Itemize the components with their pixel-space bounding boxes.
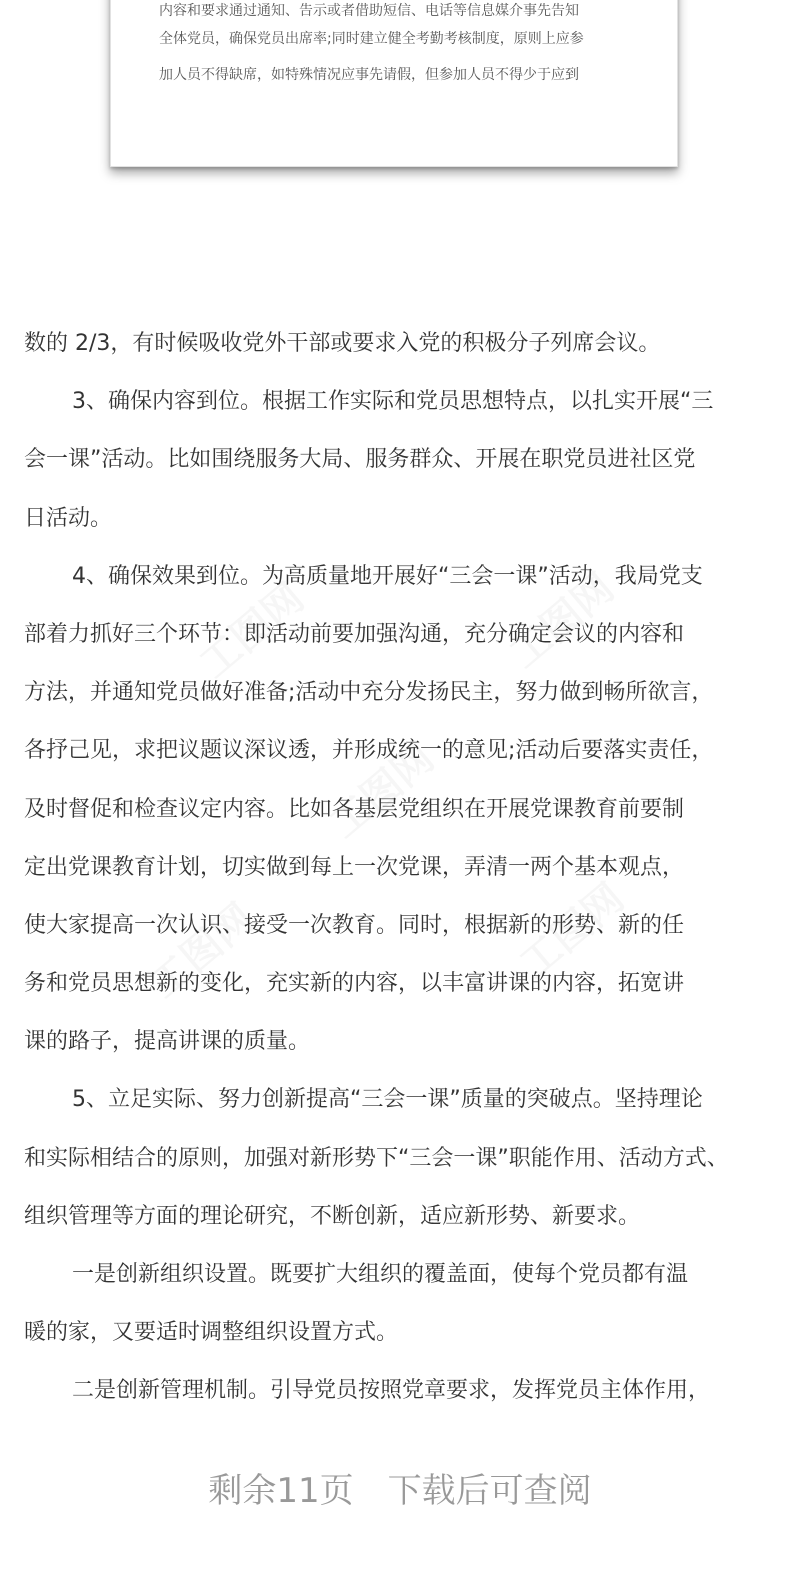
paragraph-line: 3、确保内容到位。根据工作实际和党员思想特点，以扎实开展“三: [72, 389, 714, 415]
paragraph-line: 二是创新管理机制。引导党员按照党章要求，发挥党员主体作用，: [72, 1378, 711, 1404]
paragraph-line: 组织管理等方面的理论研究，不断创新，适应新形势、新要求。: [24, 1203, 641, 1229]
paragraph-line: 部着力抓好三个环节：即活动前要加强沟通，充分确定会议的内容和: [24, 621, 685, 647]
paragraph-line: 各抒己见，求把议题议深议透，并形成统一的意见;活动后要落实责任，: [24, 738, 714, 764]
paragraph-line: 及时督促和检查议定内容。比如各基层党组织在开展党课教育前要制: [24, 796, 685, 822]
paragraph-line: 会一课”活动。比如围绕服务大局、服务群众、开展在职党员进社区党: [24, 447, 696, 473]
paragraph-line: 数的 2/3，有时候吸收党外干部或要求入党的积极分子列席会议。: [24, 331, 661, 356]
paragraph-line: 5、立足实际、努力创新提高“三会一课”质量的突破点。坚持理论: [72, 1087, 703, 1113]
paragraph-line: 课的路子，提高讲课的质量。: [24, 1029, 311, 1055]
preview-line: 全体党员，确保党员出席率;同时建立健全考勤考核制度，原则上应参: [159, 31, 584, 47]
preview-line: 加人员不得缺席，如特殊情况应事先请假，但参加人员不得少于应到: [159, 67, 579, 83]
paragraph-line: 4、确保效果到位。为高质量地开展好“三会一课”活动，我局党支: [72, 563, 703, 589]
paragraph-line: 方法，并通知党员做好准备;活动中充分发扬民主，努力做到畅所欲言，: [24, 680, 714, 706]
paragraph-line: 暖的家，又要适时调整组织设置方式。: [24, 1320, 399, 1346]
paragraph-line: 定出党课教育计划，切实做到每上一次党课，弄清一两个基本观点，: [24, 854, 685, 880]
paragraph-line: 务和党员思想新的变化，充实新的内容，以丰富讲课的内容，拓宽讲: [24, 971, 685, 997]
paragraph-line: 使大家提高一次认识、接受一次教育。同时，根据新的形势、新的任: [24, 912, 685, 938]
document-preview-card: [110, 0, 678, 167]
paragraph-line: 和实际相结合的原则，加强对新形势下“三会一课”职能作用、活动方式、: [24, 1145, 729, 1171]
remaining-pages-download-link[interactable]: 剩余11页 下载后可查阅: [208, 1471, 592, 1511]
preview-line: 内容和要求通过通知、告示或者借助短信、电话等信息媒介事先告知: [159, 3, 579, 19]
document-body: [24, 315, 776, 1421]
paragraph-line: 日活动。: [24, 505, 113, 531]
paragraph-line: 一是创新组织设置。既要扩大组织的覆盖面，使每个党员都有温: [72, 1262, 689, 1287]
